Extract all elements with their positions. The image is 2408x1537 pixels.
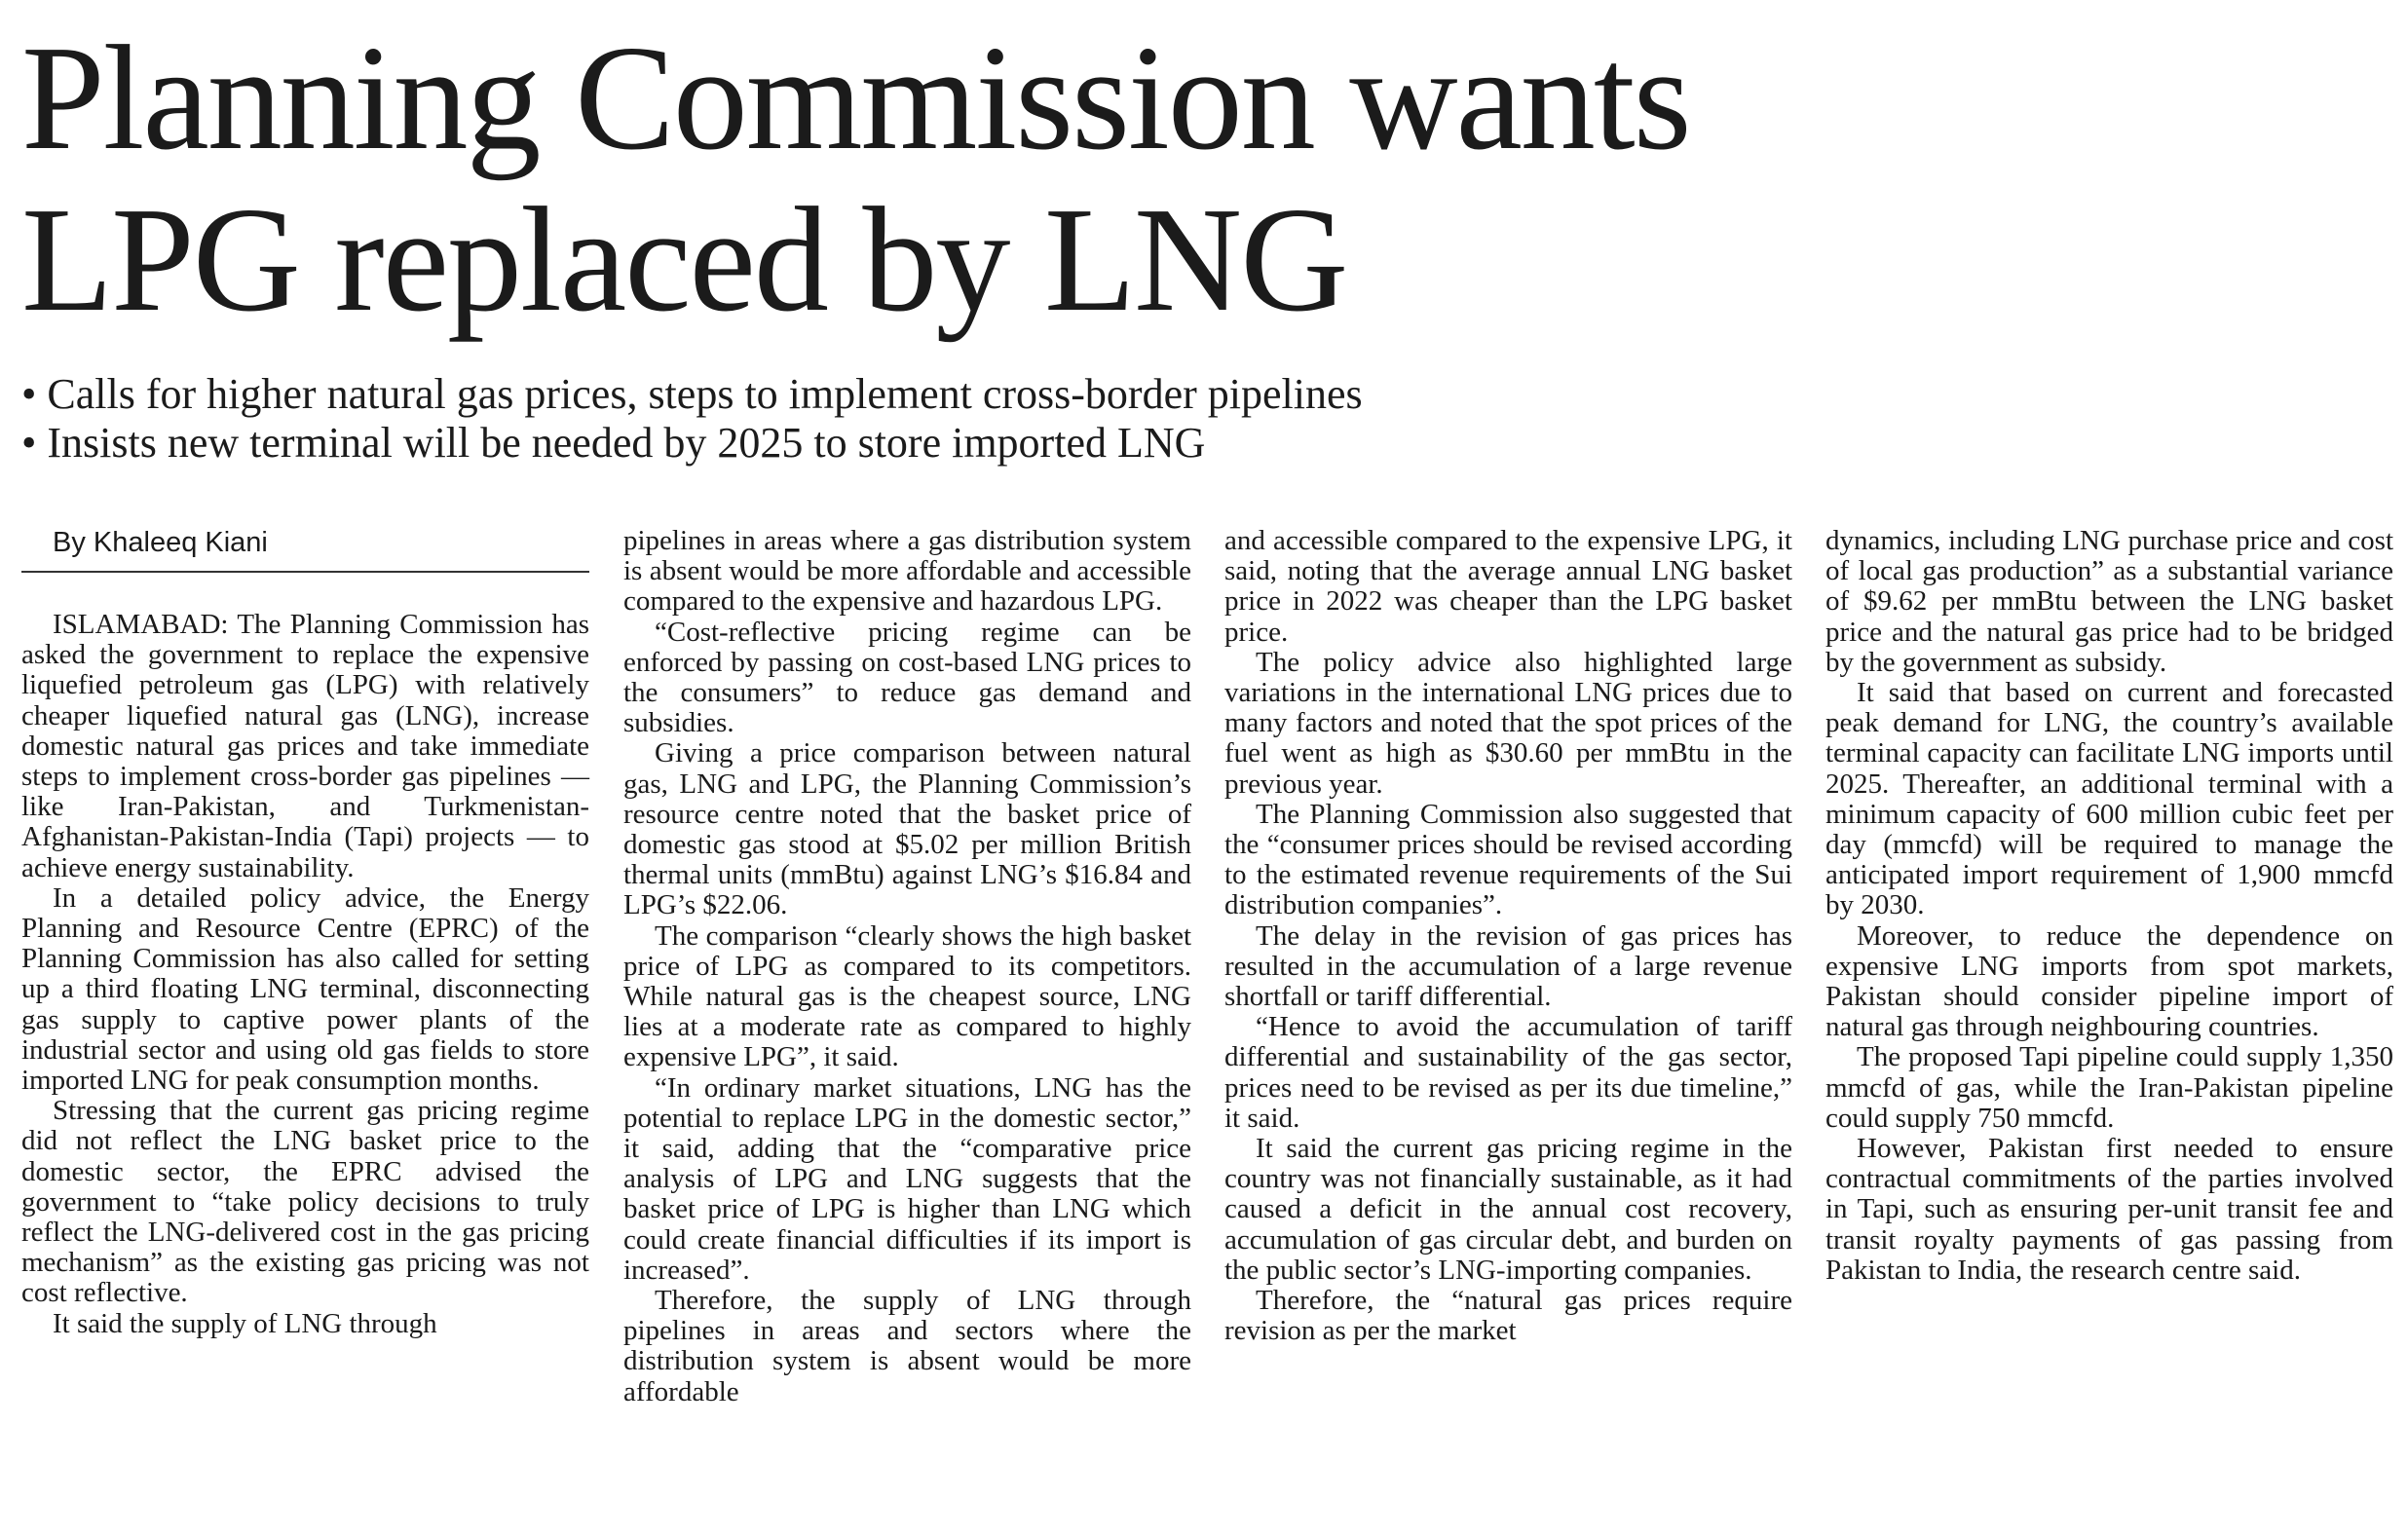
paragraph: Therefore, the supply of LNG through pipelines in areas and sectors where the distribution system is absent would be more affordable [623, 1285, 1191, 1407]
paragraph: Therefore, the “natural gas prices require revision as per the market [1224, 1285, 1792, 1347]
byline: By Khaleeq Kiani [21, 526, 589, 573]
article-column-1 [21, 526, 589, 1339]
paragraph: The proposed Tapi pipeline could supply 1,350 mmcfd of gas, while the Iran-Pakistan pipeline could supply 750 mmcfd. [1825, 1041, 2393, 1134]
paragraph: “In ordinary market situations, LNG has the potential to replace LPG in the domestic sector,” it said, adding that the “comparative price analysis of LPG and LNG suggests that the basket price of LPG is higher than LNG which could create financial difficulties if its import is increased”. [623, 1071, 1191, 1286]
paragraph: The comparison “clearly shows the high basket price of LPG as compared to its competitors. While natural gas is the cheapest source, LNG lies at a moderate rate as compared to highly expensive LPG”, it said. [623, 919, 1191, 1073]
paragraph: It said the current gas pricing regime in the country was not financially sustainable, as it had caused a deficit in the annual cost recovery, accumulation of gas circular debt, and burden on the public sector’s LNG-importing companies. [1224, 1133, 1792, 1286]
paragraph: The Planning Commission also suggested that the “consumer prices should be revised according to the estimated revenue requirements of the Sui distribution companies”. [1224, 798, 1792, 921]
paragraph: The delay in the revision of gas prices has resulted in the accumulation of a large revenue shortfall or tariff differential. [1224, 919, 1792, 1013]
byline-spacer [21, 573, 589, 610]
article-column-3 [1224, 526, 1792, 1346]
paragraph: Moreover, to reduce the dependence on expensive LNG imports from spot markets, Pakistan should consider pipeline import of natural gas through neighbouring countries. [1825, 919, 2393, 1043]
paragraph: It said that based on current and forecasted peak demand for LNG, the country’s available terminal capacity can facilitate LNG imports until 2025. Thereafter, an additional terminal with a minimum capacity of 600 million cubic feet per day (mmcfd) will be required to manage the anticipated import requirement of 1,900 mmcfd by 2030. [1825, 677, 2393, 921]
paragraph: Giving a price comparison between natural gas, LNG and LPG, the Planning Commission’s resource centre noted that the basket price of domestic gas stood at $5.02 per million British thermal units (mmBtu) against LNG’s $16.84 and LPG’s $22.06. [623, 737, 1191, 921]
paragraph: However, Pakistan first needed to ensure contractual commitments of the parties involved in Tapi, such as ensuring per-unit transit fee and transit royalty payments of gas passing from Pakistan to India, the research centre said. [1825, 1133, 2393, 1286]
article-column-4 [1825, 526, 2393, 1286]
paragraph: “Cost-reflective pricing regime can be enforced by passing on cost-based LNG prices to the consumers” to reduce gas demand and subsidies. [623, 616, 1191, 739]
headline-line-1: Planning Commission wants [21, 16, 1690, 181]
paragraph: The policy advice also highlighted large variations in the international LNG prices due to many factors and noted that the spot prices of the fuel went as high as $30.60 per mmBtu in the previous year. [1224, 646, 1792, 800]
paragraph-continued: and accessible compared to the expensive LPG, it said, noting that the average annual LNG basket price in 2022 was cheaper than the LPG basket price. [1224, 525, 1792, 648]
headline [21, 18, 2379, 341]
paragraph: Stressing that the current gas pricing regime did not reflect the LNG basket price to the domestic sector, the EPRC advised the government to “take policy decisions to truly reflect the LNG-delivered cost in the gas pricing mechanism” as the existing gas pricing was not cost reflective. [21, 1095, 589, 1309]
paragraph-continued: pipelines in areas where a gas distribution system is absent would be more affordable and accessible compared to the expensive and hazardous LPG. [623, 525, 1191, 618]
paragraph: It said the supply of LNG through [53, 1307, 437, 1339]
deck-list [21, 370, 2379, 468]
deck-item-1: • Calls for higher natural gas prices, steps to implement cross-border pipelines [21, 370, 2379, 419]
article-column-2 [623, 526, 1191, 1407]
headline-line-2: LPG replaced by LNG [21, 177, 1347, 343]
paragraph-continued: dynamics, including LNG purchase price and cost of local gas production” as a substantial variance of $9.62 per mmBtu between the LNG basket price and the natural gas price had to be bridged by the government as subsidy. [1825, 525, 2393, 678]
paragraph: ISLAMABAD: The Planning Commission has asked the government to replace the expensive liquefied petroleum gas (LPG) with relatively cheaper liquefied natural gas (LNG), increase domestic natural gas prices and take immediate steps to implement cross-border gas pipelines — like Iran-Pakistan, and Turkmenistan-Afghanistan-Pakistan-India (Tapi) projects — to achieve energy sustainability. [21, 609, 589, 883]
paragraph: In a detailed policy advice, the Energy Planning and Resource Centre (EPRC) of the Planning Commission has also called for setting up a third floating LNG terminal, disconnecting gas supply to captive power plants of the industrial sector and using old gas fields to store imported LNG for peak consumption months. [21, 881, 589, 1097]
deck-item-2: • Insists new terminal will be needed by 2025 to store imported LNG [21, 419, 2379, 468]
paragraph: “Hence to avoid the accumulation of tariff differential and sustainability of the gas sector, prices need to be revised as per its due timeline,” it said. [1224, 1011, 1792, 1134]
